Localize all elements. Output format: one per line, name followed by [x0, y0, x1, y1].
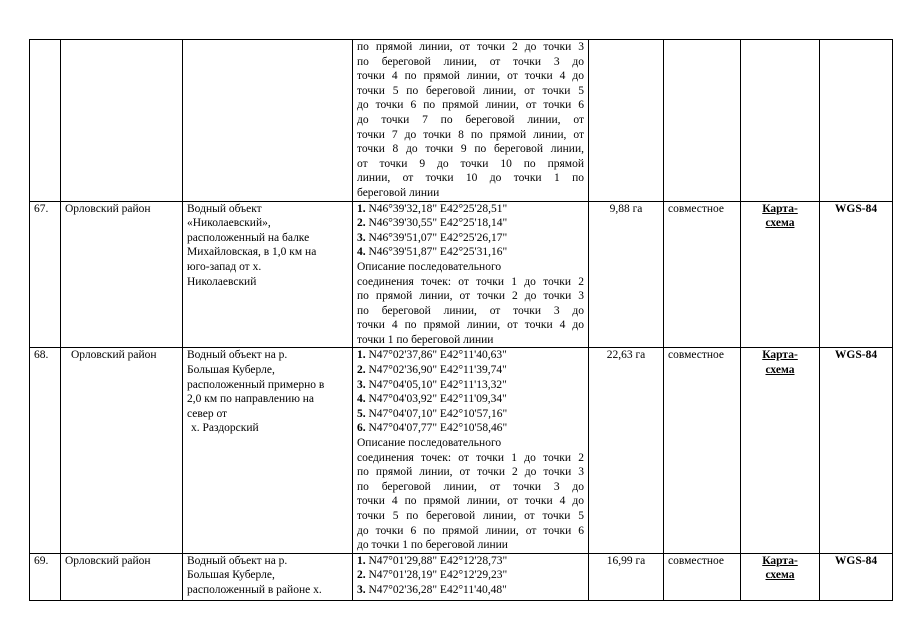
coordinate-point: 2. N46°39'30,55" E42°25'18,14" [357, 217, 508, 230]
use-type: совместное [664, 201, 741, 348]
table-row-continuation [30, 40, 893, 202]
route-line: точки 7 до точки 8 по прямой линии, от [357, 128, 584, 141]
object-description: Водный объект «Николаевский», расположенный на балке Михайловская, в 1,0 км на юго-запад от х. Николаевский [183, 201, 353, 348]
route-line: до точки 6 по прямой линии, от точки 6 [357, 524, 584, 537]
route-line: по прямой линии, от точки 2 до точки 3 [357, 290, 584, 303]
row-number-cell [30, 40, 61, 202]
route-line: от точки 9 до точки 10 по прямой [357, 157, 584, 170]
area-value: 16,99 га [589, 553, 664, 600]
coord-system-cell [820, 40, 893, 202]
coordinate-point: 5. N47°04'07,10" E42°10'57,16" [357, 407, 508, 420]
route-line: по прямой линии, от точки 2 до точки 3 [357, 41, 584, 53]
coordinate-point: 3. N46°39'51,07" E42°25'26,17" [357, 231, 508, 244]
map-cell [741, 553, 820, 600]
coordinate-point: 2. N47°02'36,90" E42°11'39,74" [357, 364, 507, 377]
route-line: береговой линии [357, 186, 440, 199]
district-name: Орловский район [61, 553, 183, 600]
coordinate-point: 4. N46°39'51,87" E42°25'31,16" [357, 246, 508, 259]
row-number: 67. [30, 201, 61, 348]
coordinate-point: 1. N47°02'37,86" E42°11'40,63" [357, 349, 507, 362]
route-line: точки 8 до точки 9 по береговой линии, [357, 143, 584, 156]
map-cell [741, 201, 820, 348]
table-row [30, 553, 893, 600]
map-cell [741, 40, 820, 202]
coordinates-cell [353, 348, 589, 553]
district-name: Орловский район [61, 348, 183, 553]
water-objects-table [29, 39, 893, 601]
use-type: совместное [664, 553, 741, 600]
route-line: по береговой линии, от точки 3 до [357, 55, 584, 68]
map-scheme-link[interactable]: Карта- схема [762, 349, 798, 377]
route-line: до точки 7 по береговой линии, от [357, 113, 584, 126]
coordinates-cell [353, 201, 589, 348]
route-line: по береговой линии, от точки 3 до [357, 480, 584, 493]
use-type-cell [664, 40, 741, 202]
map-scheme-link[interactable]: Карта- схема [762, 202, 798, 230]
coordinate-point: 2. N47°01'28,19" E42°12'29,23" [357, 569, 508, 582]
route-line: по береговой линии, от точки 3 до [357, 304, 584, 317]
district-cell [61, 40, 183, 202]
route-line: точки 4 по прямой линии, от точки 4 до [357, 70, 584, 83]
coord-system: WGS-84 [820, 201, 893, 348]
route-line: до точки 6 по прямой линии, от точки 6 [357, 99, 584, 112]
map-scheme-link[interactable]: Карта- схема [762, 554, 798, 582]
route-line: соединения точек: от точки 1 до точки 2 [357, 451, 584, 464]
object-description: Водный объект на р. Большая Куберле, расположенный примерно в 2,0 км по направлению на север от х. Раздорский [183, 348, 353, 553]
route-line: точки 1 по береговой линии [357, 333, 494, 346]
coordinate-point: 1. N46°39'32,18" E42°25'28,51" [357, 202, 508, 215]
area-cell [589, 40, 664, 202]
coordinate-point: 3. N47°02'36,28" E42°11'40,48" [357, 583, 507, 596]
coordinate-point: 3. N47°04'05,10" E42°11'13,32" [357, 378, 507, 391]
route-line: соединения точек: от точки 1 до точки 2 [357, 275, 584, 288]
route-line: по прямой линии, от точки 2 до точки 3 [357, 466, 584, 479]
description-cell [183, 40, 353, 202]
route-line: точки 5 по береговой линии, от точки 5 [357, 510, 584, 522]
route-line: Описание последовательного [357, 260, 502, 273]
coordinates-cell [353, 553, 589, 600]
coordinate-point: 1. N47°01'29,88" E42°12'28,73" [357, 554, 508, 567]
district-name: Орловский район [61, 201, 183, 348]
table-row [30, 348, 893, 553]
object-description: Водный объект на р. Большая Куберле, расположенный в районе х. [183, 553, 353, 600]
route-line: точки 4 по прямой линии, от точки 4 до [357, 319, 584, 332]
route-line: линии, от точки 10 до точки 1 по [357, 172, 584, 185]
map-cell [741, 348, 820, 553]
row-number: 69. [30, 553, 61, 600]
table-row [30, 201, 893, 348]
area-value: 22,63 га [589, 348, 664, 553]
coordinates-cell [353, 40, 589, 202]
use-type: совместное [664, 348, 741, 553]
coord-system: WGS-84 [820, 348, 893, 553]
route-line: Описание последовательного [357, 437, 502, 450]
area-value: 9,88 га [589, 201, 664, 348]
coord-system: WGS-84 [820, 553, 893, 600]
coordinate-point: 6. N47°04'07,77" E42°10'58,46" [357, 422, 508, 435]
route-line: до точки 1 по береговой линии [357, 539, 508, 552]
route-line: точки 4 по прямой линии, от точки 4 до [357, 495, 584, 508]
coordinate-point: 4. N47°04'03,92" E42°11'09,34" [357, 393, 507, 406]
row-number: 68. [30, 348, 61, 553]
route-line: точки 5 по береговой линии, от точки 5 [357, 84, 584, 97]
